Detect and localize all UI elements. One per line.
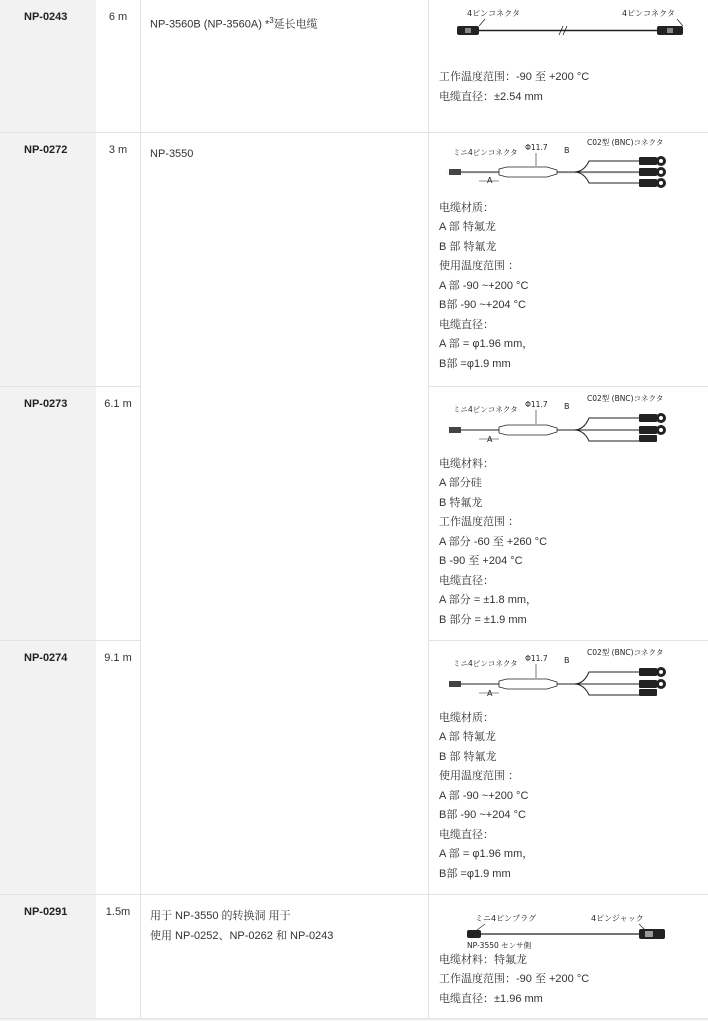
spec-line: 电缆材料： [439,455,708,475]
spec-line: B 部分 = ±1.9 mm [439,611,708,631]
spec-line: B部 =φ1.9 mm [439,355,708,375]
diagram-label-right: 4ピンコネクタ [622,9,675,18]
product-code: NP-0291 [0,894,96,1018]
diagram-label-mini: ミニ4ピンコネクタ [453,405,518,414]
diagram-label-b: B [564,656,570,665]
description-text: 延长电缆 [274,19,318,31]
adapter-cable-diagram [439,895,708,951]
split-cable-diagram [439,387,708,443]
spec-line: 电缆直径： [439,572,708,592]
cable-info [429,132,708,386]
cable-info [429,894,708,1018]
spec-line: 使用温度范围 ： [439,257,708,277]
product-code: NP-0272 [0,132,96,386]
product-description [141,0,429,132]
spec-line: 工作温度范围：-90 至 +200 °C [439,68,708,88]
spec-line: 工作温度范围：-90 至 +200 °C [439,970,708,990]
spec-line: B -90 至 +204 °C [439,552,708,572]
diagram-label-bnc: C02型 (BNC)コネクタ [587,137,663,147]
spec-line: B 部 特氟龙 [439,748,708,768]
diagram-label-phi: Φ11.7 [525,400,548,409]
spec-line: 电缆材质： [439,199,708,219]
table-row [0,894,708,1018]
spec-line: B部 -90 ~+204 °C [439,296,708,316]
diagram-label-a: A [487,689,493,697]
spec-line: B 特氟龙 [439,494,708,514]
diagram-label-bnc: C02型 (BNC)コネクタ [587,647,663,657]
spec-line: 电缆直径： [439,316,708,336]
spec-line: B部 =φ1.9 mm [439,865,708,885]
spec-line: A 部分 -60 至 +260 °C [439,533,708,553]
cable-length: 6.1 m [96,386,141,640]
diagram-label-bottom: NP-3550 センサ側 [467,940,532,950]
spec-line: 工作温度范围 ： [439,513,708,533]
spec-line: A 部 -90 ~+200 °C [439,787,708,807]
cable-length: 3 m [96,132,141,386]
spec-line: A 部 特氟龙 [439,218,708,238]
description-text: NP-3560B (NP-3560A) * [150,19,269,31]
spec-line: 电缆直径：±2.54 mm [439,88,708,108]
diagram-label-mini: ミニ4ピンコネクタ [453,148,518,157]
cable-length: 9.1 m [96,640,141,894]
spec-line: B 部 特氟龙 [439,238,708,258]
description-text: 用于 NP-3550 的转换洞 用于 [150,906,428,926]
description-text: 使用 NP-0252、NP-0262 和 NP-0243 [150,926,428,946]
spec-line: A 部 = φ1.96 mm， [439,845,708,865]
split-cable-diagram [439,641,708,697]
spec-line: B部 -90 ~+204 °C [439,806,708,826]
split-cable-diagram [439,133,708,199]
spec-line: A 部 = φ1.96 mm， [439,335,708,355]
spec-line: 电缆直径：±1.96 mm [439,990,708,1010]
cable-info [429,0,708,132]
spec-line: A 部分硅 [439,474,708,494]
diagram-label-phi: Φ11.7 [525,654,548,663]
table-row [0,132,708,386]
table-row [0,0,708,132]
diagram-label-b: B [564,146,570,155]
diagram-label-a: A [487,176,493,185]
spec-line: 电缆材料：特氟龙 [439,951,708,971]
cable-length: 6 m [96,0,141,132]
cable-info [429,640,708,894]
diagram-label-left: 4ピンコネクタ [467,9,520,18]
spec-line: A 部分 = ±1.8 mm， [439,591,708,611]
spec-line: A 部 -90 ~+200 °C [439,277,708,297]
footnote-mark: 3 [269,16,273,25]
product-code: NP-0243 [0,0,96,132]
straight-cable-diagram [439,0,708,60]
product-code: NP-0274 [0,640,96,894]
cable-length: 1.5m [96,894,141,1018]
spec-line: 电缆直径： [439,826,708,846]
cable-info [429,386,708,640]
product-code: NP-0273 [0,386,96,640]
diagram-label-mini: ミニ4ピンコネクタ [453,659,518,668]
diagram-label-bnc: C02型 (BNC)コネクタ [587,393,663,403]
diagram-label-left: ミニ4ピンプラグ [475,914,536,923]
product-description [141,894,429,1018]
diagram-label-b: B [564,402,570,411]
diagram-label-right: 4ピンジャック [591,914,644,923]
spec-line: A 部 特氟龙 [439,728,708,748]
spec-line: 电缆材质： [439,709,708,729]
diagram-label-a: A [487,435,493,443]
diagram-label-phi: Φ11.7 [525,143,548,152]
product-description: NP-3550 [141,132,429,894]
spec-line: 使用温度范围 ： [439,767,708,787]
